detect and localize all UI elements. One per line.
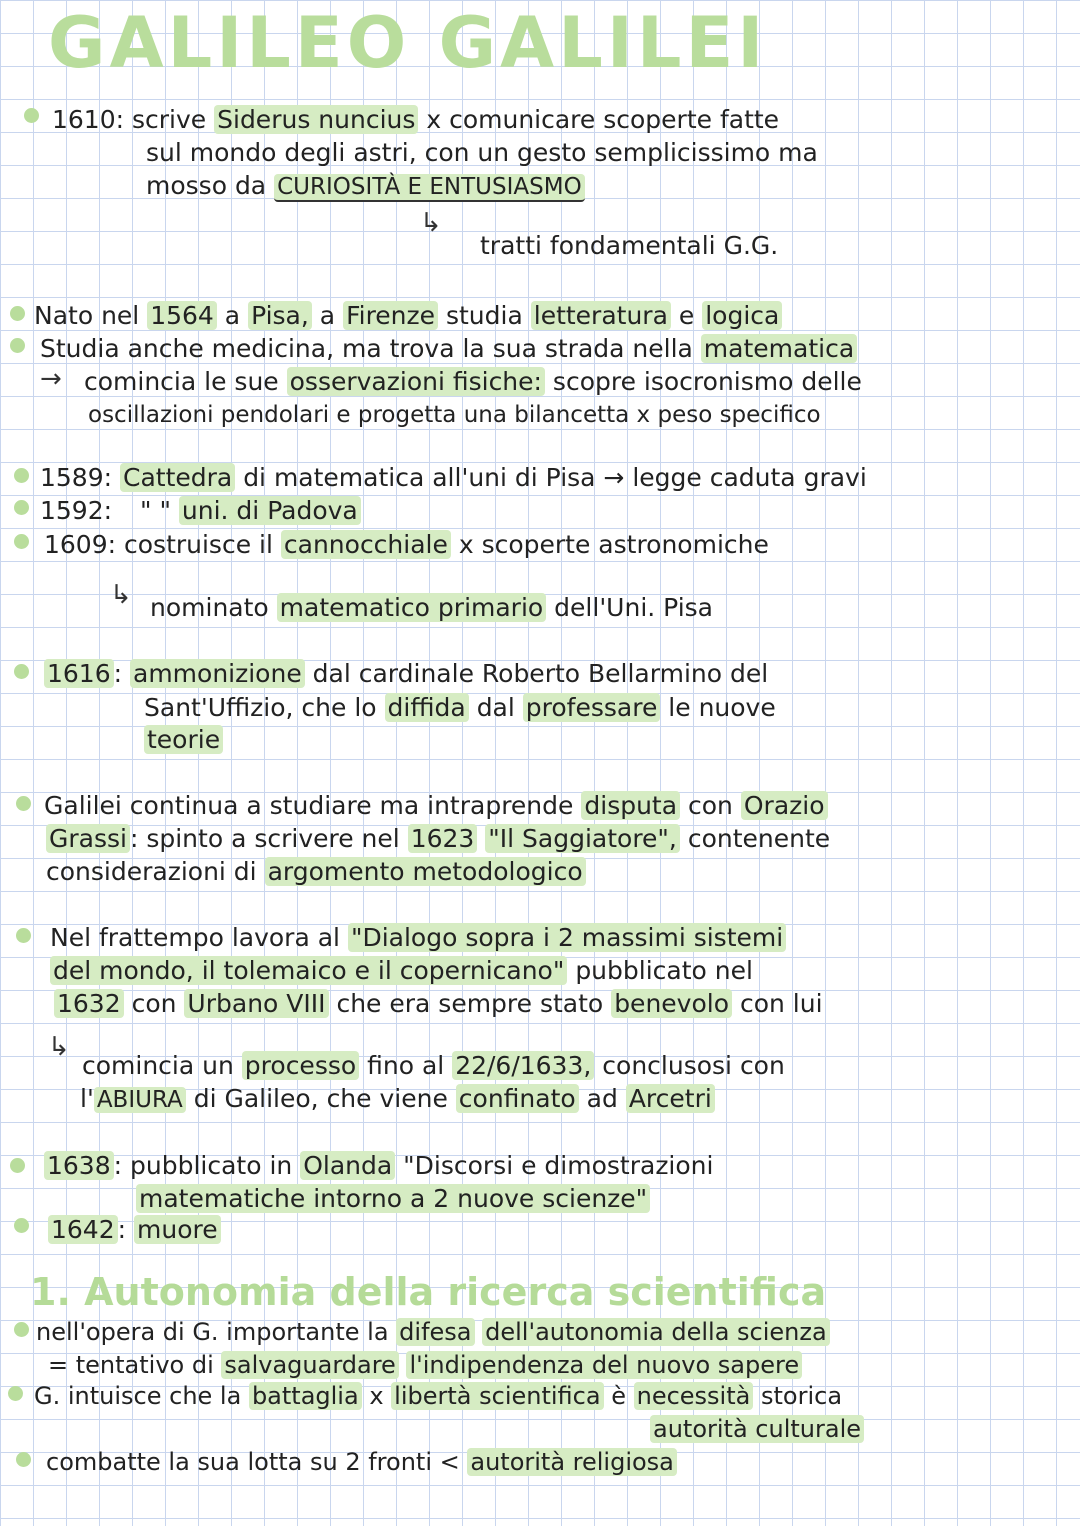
work-title: "Dialogo sopra i 2 massimi sistemi <box>348 923 786 952</box>
text: Sant'Uffizio, che lo <box>144 693 377 722</box>
text: l' <box>80 1084 94 1113</box>
text: mosso da <box>146 171 267 200</box>
note-line <box>46 823 830 855</box>
note-line <box>36 1316 830 1348</box>
text: x <box>369 1382 384 1410</box>
arrow-icon: ↳ <box>110 580 132 610</box>
text: con lui <box>739 989 823 1018</box>
note-line: 1610: scrive Siderus nuncius x comunicare scoperte fatte <box>52 105 780 134</box>
text: Nel frattempo lavora al <box>50 923 340 952</box>
text: a <box>224 301 241 330</box>
note-line <box>84 366 862 398</box>
keyword: confinato <box>456 1084 579 1113</box>
keyword: libertà scientifica <box>391 1382 603 1410</box>
place: Olanda <box>300 1151 395 1180</box>
note-line <box>146 137 818 169</box>
year: 1610 <box>52 105 116 134</box>
keyword: autorità religiosa <box>467 1448 677 1476</box>
text: pubblicato in <box>130 1151 293 1180</box>
year: 1592 <box>40 496 104 525</box>
bullet <box>14 468 29 483</box>
person: Grassi <box>46 824 130 853</box>
keyword: diffida <box>385 693 469 722</box>
text: di matematica all'uni di Pisa <box>243 463 596 492</box>
note-line <box>54 988 823 1020</box>
note-line: 1616 : ammonizione dal cardinale Roberto Bellarmino del <box>44 658 768 690</box>
keyword: difesa <box>396 1318 474 1346</box>
text: ad <box>586 1084 618 1113</box>
text: dal cardinale Roberto Bellarmino del <box>312 659 769 688</box>
text: : spinto a scrivere nel <box>129 824 400 853</box>
text: Nato nel <box>34 301 140 330</box>
year: 1638 <box>44 1151 114 1180</box>
arrow-icon: ↳ <box>48 1032 70 1062</box>
note-line <box>80 1083 715 1116</box>
keyword: disputa <box>581 791 680 820</box>
text: pubblicato nel <box>575 956 753 985</box>
work-title: matematiche intorno a 2 nuove scienze" <box>136 1184 650 1213</box>
bullet <box>14 534 29 549</box>
text: tratti fondamentali G.G. <box>480 231 779 260</box>
note-line <box>40 333 857 365</box>
text: comincia un <box>82 1051 234 1080</box>
year: 1564 <box>147 301 217 330</box>
text: storica <box>760 1382 843 1410</box>
note-line: 1592: " " uni. di Padova <box>40 495 361 527</box>
text: conclusosi con <box>602 1051 785 1080</box>
arrow-icon: ↳ <box>420 208 442 238</box>
text: contenente <box>687 824 831 853</box>
text: che era sempre stato <box>336 989 604 1018</box>
bullet <box>14 1218 29 1233</box>
text: scrive <box>132 105 207 134</box>
note-line <box>136 1183 650 1215</box>
year: 1632 <box>54 989 124 1018</box>
note-line <box>650 1413 864 1445</box>
note-line <box>88 399 821 431</box>
note-line <box>146 170 585 203</box>
text: costruisce il <box>124 530 273 559</box>
text: studia <box>445 301 523 330</box>
text: Galilei continua a studiare ma intraprende <box>44 791 574 820</box>
keyword: CURIOSITÀ E ENTUSIASMO <box>274 174 585 202</box>
place: Arcetri <box>626 1084 715 1113</box>
bullet <box>14 1322 29 1337</box>
date: 22/6/1633, <box>452 1051 594 1080</box>
keyword: argomento metodologico <box>265 857 586 886</box>
bullet <box>16 1452 31 1467</box>
arrow-right-icon: → <box>40 364 62 394</box>
year: 1623 <box>408 824 478 853</box>
page-title: GALILEO GALILEI <box>48 2 768 84</box>
text: = tentativo di <box>48 1351 214 1379</box>
keyword: professare <box>523 693 661 722</box>
text: nominato <box>150 593 269 622</box>
keyword: osservazioni fisiche: <box>287 367 545 396</box>
bullet <box>8 1386 23 1401</box>
text: Studia anche medicina, ma trova la sua strada nella <box>40 334 693 363</box>
keyword: l'indipendenza del nuovo sapere <box>406 1351 802 1379</box>
text: con <box>688 791 733 820</box>
year: 1609 <box>44 530 108 559</box>
text: con <box>131 989 177 1018</box>
note-line <box>34 1380 842 1412</box>
note-line <box>480 230 778 262</box>
person: Urbano VIII <box>184 989 328 1018</box>
note-line <box>48 1349 802 1381</box>
text: G. intuisce che la <box>34 1382 242 1410</box>
note-line: 1589: Cattedra di matematica all'uni di Pisa → legge caduta gravi <box>40 463 867 492</box>
note-line <box>150 592 713 624</box>
keyword: teorie <box>144 725 223 754</box>
bullet <box>16 796 31 811</box>
keyword: ammonizione <box>130 659 305 688</box>
note-line: 1638 : pubblicato in Olanda "Discorsi e dimostrazioni <box>44 1150 713 1182</box>
text: scopre isocronismo delle <box>552 367 862 396</box>
note-line <box>46 1446 677 1478</box>
subject: logica <box>702 301 782 330</box>
keyword: necessità <box>634 1382 754 1410</box>
work-title: "Il Saggiatore", <box>485 824 680 853</box>
text: x scoperte astronomiche <box>458 530 769 559</box>
note-line <box>144 692 776 724</box>
text: di Galileo, che viene <box>193 1084 448 1113</box>
keyword: cannocchiale <box>281 530 451 559</box>
note-line: 1609: costruisce il cannocchiale x scoperte astronomiche <box>44 530 769 559</box>
year: 1616 <box>44 659 114 688</box>
text: dal <box>476 693 515 722</box>
keyword: autorità culturale <box>650 1415 864 1443</box>
bullet <box>14 664 29 679</box>
bullet <box>16 928 31 943</box>
note-line <box>50 955 753 987</box>
text: legge caduta gravi <box>632 463 867 492</box>
year: 1589 <box>40 463 104 492</box>
keyword: processo <box>242 1051 359 1080</box>
text: x comunicare scoperte fatte <box>426 105 780 134</box>
keyword: salvaguardare <box>221 1351 398 1379</box>
keyword: dell'autonomia della scienza <box>482 1318 830 1346</box>
text: fino al <box>367 1051 445 1080</box>
text: comincia le sue <box>84 367 279 396</box>
text: oscillazioni pendolari e progetta una bilancetta x peso specifico <box>88 402 821 428</box>
text: nell'opera di G. importante la <box>36 1318 389 1346</box>
section-heading: 1. Autonomia della ricerca scientifica <box>30 1270 827 1314</box>
note-line <box>44 790 828 822</box>
text: considerazioni di <box>46 857 257 886</box>
keyword: muore <box>134 1215 221 1244</box>
text: e <box>678 301 695 330</box>
place: Firenze <box>343 301 438 330</box>
keyword: ABIURA <box>94 1087 186 1113</box>
keyword: Cattedra <box>120 463 235 492</box>
text: è <box>611 1382 626 1410</box>
bullet <box>24 108 39 123</box>
text: dell'Uni. Pisa <box>554 593 713 622</box>
keyword: matematico primario <box>277 593 547 622</box>
bullet <box>10 306 25 321</box>
subject: matematica <box>701 334 857 363</box>
keyword: battaglia <box>249 1382 362 1410</box>
note-line <box>46 856 586 888</box>
work-title: del mondo, il tolemaico e il copernicano" <box>50 956 567 985</box>
note-line <box>34 300 782 332</box>
ditto-marks: " " <box>140 496 171 525</box>
place: Pisa, <box>248 301 312 330</box>
note-line <box>82 1050 785 1082</box>
bullet <box>10 338 25 353</box>
bullet <box>14 500 29 515</box>
subject: letteratura <box>531 301 671 330</box>
note-line <box>50 922 786 954</box>
place: uni. di Padova <box>179 496 361 525</box>
text: sul mondo degli astri, con un gesto semplicissimo ma <box>146 138 818 167</box>
keyword: benevolo <box>611 989 732 1018</box>
year: 1642 <box>48 1215 118 1244</box>
work-title: Siderus nuncius <box>214 105 418 134</box>
text: a <box>319 301 336 330</box>
bullet <box>10 1158 25 1173</box>
person: Orazio <box>741 791 828 820</box>
note-line: 1642 : muore <box>48 1214 221 1246</box>
work-title: "Discorsi e dimostrazioni <box>403 1151 714 1180</box>
note-line <box>144 724 223 756</box>
text: le nuove <box>668 693 776 722</box>
text: combatte la sua lotta su 2 fronti < <box>46 1448 460 1476</box>
